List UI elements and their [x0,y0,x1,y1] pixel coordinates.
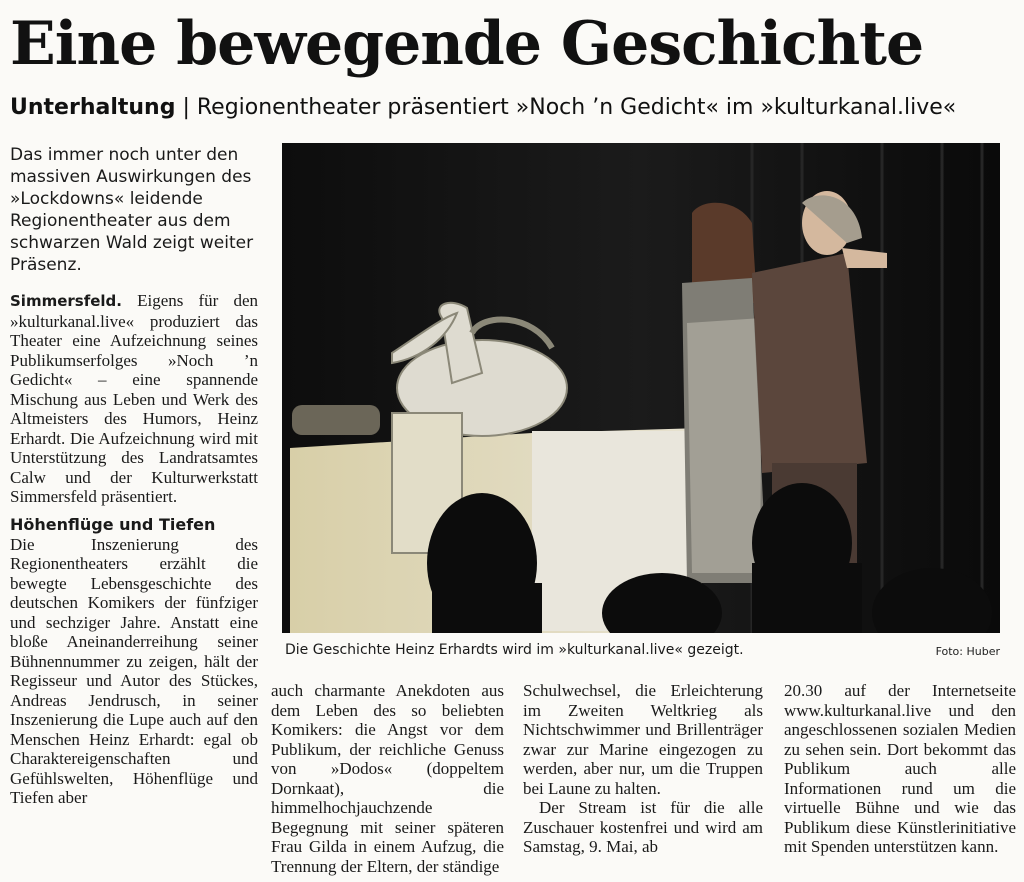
article-paragraph-1 [10,291,258,507]
section-label: Unterhaltung [10,95,176,120]
photo-caption: Die Geschichte Heinz Erhardts wird im »kulturkanal.live« gezeigt. [285,642,744,658]
subheading: Höhenflüge und Tiefen [10,514,216,534]
dateline: Simmersfeld. [10,292,122,310]
article-column-2 [271,681,504,876]
article-column-1 [10,291,258,808]
stage-photo [282,143,1000,633]
column-4-body: 20.30 auf der Internetseite www.kulturkanal.live und den angeschlossenen sozialen Medien zu sehen sein. Dort bekommt das Publikum auch alle Informationen rund um die virtuelle Bühne und wie das Publikum diese Künstlerinitiative mit Spenden unterstützen kann. [784,681,1016,856]
paragraph-1-text: Eigens für den »kulturkanal.live« produziert das Theater eine Aufzeichnung seines Publikumserfolges »Noch ’n Gedicht« – eine spannende Mischung aus Leben und Werk des Altmeisters des Humors, Heinz Erhardt. Die Aufzeichnung wird mit Unterstützung des Landratsamtes Calw und der Kulturwerkstatt Simmersfeld präsentiert. [10,291,258,506]
column-1-body: Die Inszenierung des Regionentheaters erzählt die bewegte Lebensgeschichte des deutschen Komikers der fünfziger und sechziger Jahre. Anstatt eine bloße Aneinanderreihung seiner Bühnennummer zu zeigen, hält der Regisseur und Autor des Stückes, Andreas Jendrusch, in seiner Inszenierung die Lupe auch auf den Menschen Heinz Erhardt: egal ob Charaktereigenschaften und Gefühlswelten, Höhenflüge und Tiefen aber [10,534,258,807]
article-column-4 [784,681,1016,857]
article-column-3 [523,681,763,857]
dachzeile-separator: | [175,95,197,120]
column-3-paragraph-2: Der Stream ist für die alle Zuschauer kostenfrei und wird am Samstag, 9. Mai, ab [523,798,763,856]
headline: Eine bewegende Geschichte [10,9,924,79]
column-2-body: auch charmante Anekdoten aus dem Leben des so beliebten Komikers: die Angst vor dem Publikum, der reichliche Genuss von »Dodos« (doppeltem Dornkaat), die himmelhochjauchzende Begegnung mit seiner späteren Frau Gilda in einem Aufzug, die Trennung der Eltern, der ständige [271,681,504,876]
lead-paragraph: Das immer noch unter den massiven Auswirkungen des »Lockdowns« leidende Regionentheater aus dem schwarzen Wald zeigt weiter Präsenz. [10,145,254,275]
dachzeile [10,93,956,123]
column-3-body: Schulwechsel, die Erleichterung im Zweiten Weltkrieg als Nichtschwimmer und Brillenträger zwar zur Marine eingezogen zu werden, aber nur, um die Truppen bei Laune zu halten. [523,681,763,798]
dachzeile-text: Regionentheater präsentiert »Noch ’n Gedicht« im »kulturkanal.live« [196,95,957,120]
photo-credit: Foto: Huber [935,645,1000,658]
